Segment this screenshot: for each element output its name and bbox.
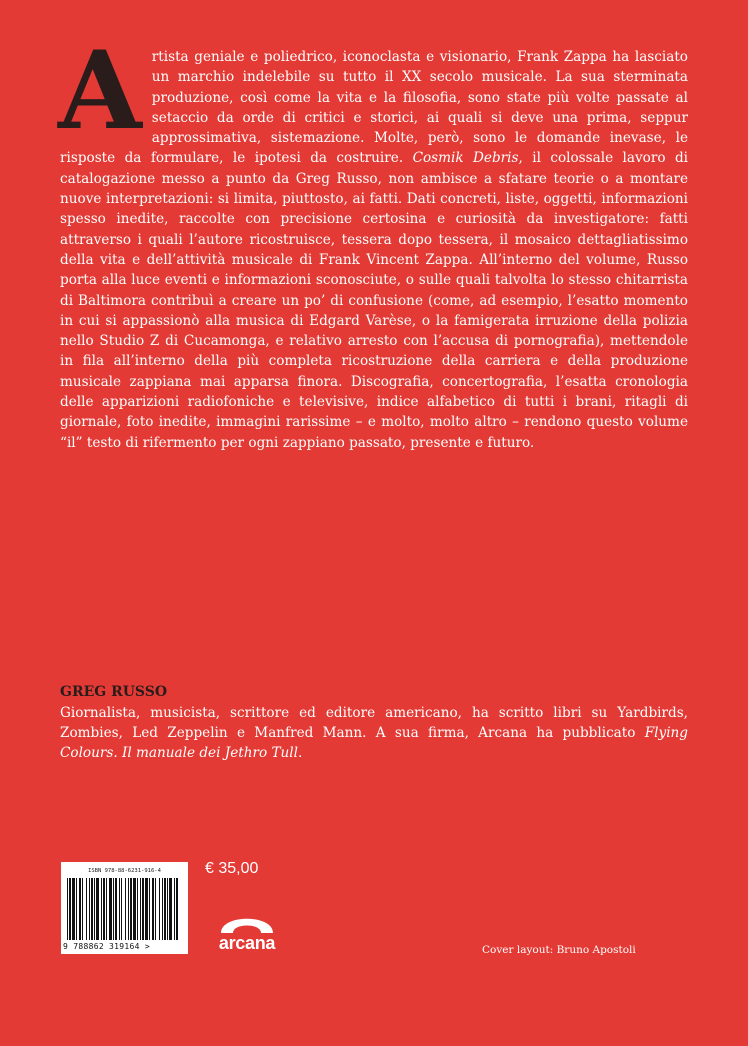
barcode-bar xyxy=(149,878,150,940)
blurb-part-2: , il colossale lavoro di catalogazione messo a punto da Greg Russo, non ambisce a sfatare teorie o a montare nuove interpretazioni: si limita, piuttosto, ai fatti. Dati concreti, liste, oggetti, informazioni spesso inedite, raccolte con precisione certosina e curiosità da investigatore: fatti attraverso i quali l’autore ricostruisce, tessera dopo tessera, il mosaico dettagliatissimo della vita e dell’attività musicale di Frank Vincent Zappa. All’interno del volume, Russo porta alla luce eventi e informazioni sconosciute, o sulle quali talvolta lo stesso chitarrista di Baltimora contribuì a creare un po’ di confusione (come, ad esempio, l’esatto momento in cui si appassionò alla musica di Edgard Varèse, o la famigerata irruzione della polizia nello Studio Z di Cucamonga, e relativo arresto con l’accusa di pornografia), mettendole in fila all’interno della più completa ricostruzione della carriera e della produzione musicale zappiana mai apparsa finora. Discografia, concertografia, l’esatta cronologia delle apparizioni radiofoniche e televisive, indice alfabetico di tutti i brani, ritagli di giornale, foto inedite, immagini rarissime – e molto, molto altro – rendono questo volume “il” testo di rifermento per ogni zappiano passato, presente e futuro. xyxy=(60,150,688,451)
barcode-bar xyxy=(94,878,95,940)
blurb-part-1: rtista geniale e poliedrico, iconoclasta e visionario, Frank Zappa ha lasciato un marchio indelebile su tutto il XX secolo musicale. La sua sterminata produzione, così come la vita e la filosofia, sono state più volte passate al setaccio da orde di critici e storici, ai quali si deve una prima, seppur approssimativa, sistemazione. Molte, però, sono le domande inevase, le risposte da formulare, le ipotesi da costruire. xyxy=(60,49,688,167)
barcode-bar xyxy=(72,878,75,940)
barcode-bar xyxy=(89,878,90,940)
barcode-bar xyxy=(103,878,105,940)
barcode-bar xyxy=(115,878,117,940)
barcode-bar xyxy=(176,878,178,940)
barcode-bar xyxy=(130,878,132,940)
barcode-bar xyxy=(152,878,154,940)
barcode-bar xyxy=(121,878,122,940)
drop-cap: A xyxy=(58,28,142,154)
cover-credit: Cover layout: Bruno Apostoli xyxy=(482,944,636,956)
barcode-bar xyxy=(162,878,163,940)
barcode-bar xyxy=(142,878,144,940)
isbn-number: ISBN 978-88-6231-916-4 xyxy=(88,868,161,874)
barcode-bar xyxy=(169,878,172,940)
author-name: GREG RUSSO xyxy=(60,684,168,700)
author-bio-part-1: Giornalista, musicista, scrittore ed editore americano, ha scritto libri su Yardbirds, Zombies, Led Zeppelin e Manfred Mann. A sua firma, Arcana ha pubblicato xyxy=(60,705,688,741)
barcode-bar xyxy=(137,878,138,940)
publisher-logo-wordmark: arcana xyxy=(218,933,276,953)
barcode-bar xyxy=(67,878,68,940)
barcode-bar xyxy=(101,878,102,940)
barcode-bar xyxy=(86,878,87,940)
barcode-bar xyxy=(82,878,83,940)
barcode-bar xyxy=(145,878,148,940)
barcode-bar xyxy=(167,878,168,940)
barcode-bar xyxy=(109,878,112,940)
author-bio xyxy=(60,703,688,763)
barcode-bar xyxy=(128,878,129,940)
barcode-bar xyxy=(119,878,120,940)
barcode-bar xyxy=(113,878,114,940)
barcode-bar xyxy=(174,878,175,940)
blurb-text xyxy=(58,28,688,453)
barcode-bar xyxy=(106,878,107,940)
barcode-bar xyxy=(79,878,81,940)
barcode-bar xyxy=(96,878,99,940)
ean-digits: 9 788862 319164 > xyxy=(63,942,150,951)
barcode-bar xyxy=(155,878,156,940)
book-title: Cosmik Debris xyxy=(412,150,519,167)
barcode-bar xyxy=(76,878,77,940)
barcode xyxy=(61,862,188,954)
barcode-bar xyxy=(133,878,136,940)
barcode-bar xyxy=(91,878,93,940)
barcode-bar xyxy=(159,878,160,940)
author-bio-part-2: . xyxy=(298,745,303,761)
barcode-bar xyxy=(140,878,141,940)
price-label: € 35,00 xyxy=(205,860,259,877)
barcode-bar xyxy=(125,878,126,940)
barcode-bar xyxy=(69,878,71,940)
barcode-bar xyxy=(164,878,166,940)
barcode-bars xyxy=(67,878,182,940)
author-bio-book-title: Flying Colours. Il manuale dei Jethro Tull xyxy=(60,725,688,761)
